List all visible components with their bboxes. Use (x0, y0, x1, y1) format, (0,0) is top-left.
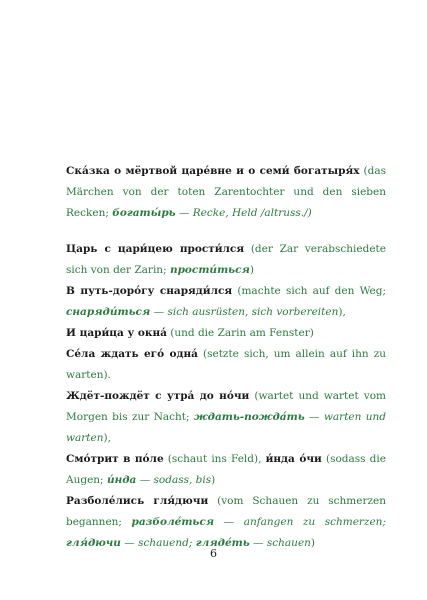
title-note-word: богаты́рь (112, 207, 176, 219)
note-word: ждать-пожда́ть (193, 411, 305, 423)
german-translation: (wartet und wartet vom Morgen bis zur Nacht; (66, 390, 386, 423)
german-translation: (setzte sich, um allein auf ihn zu warten). (66, 348, 386, 381)
note-end: ) (249, 264, 254, 276)
russian-text: И цари́ца у окна́ (66, 327, 167, 339)
note-word-2: гля́дючи (66, 537, 121, 549)
german-translation-2: (sodass die Augen; (66, 453, 386, 486)
german-translation: (vom Schauen zu schmerzen begannen; (66, 495, 386, 528)
note-gloss-3: — schauen (253, 537, 311, 549)
note-end: ), (338, 306, 346, 318)
note-gloss: — sich ausrüsten, sich vorbereiten (153, 306, 339, 318)
russian-text: Разболе́лись гля́дючи (66, 495, 209, 507)
russian-text: Се́ла ждать его́ одна́ (66, 348, 198, 360)
note-end: ) (310, 537, 316, 549)
russian-text: Царь с цари́цею прости́лся (66, 243, 245, 255)
german-translation: (machte sich auf den Weg; (237, 285, 386, 297)
russian-text-2: и́нда о́чи (265, 453, 322, 465)
verse-line-5 (66, 386, 386, 449)
title-russian: Ска́зка о мёртвой царе́вне и о семи́ богатыря́х (66, 165, 360, 177)
note-gloss: — warten und warten (66, 411, 387, 444)
note-gloss: — anfangen zu schmerzen; (223, 516, 386, 528)
german-translation: (und die Zarin am Fenster) (170, 327, 314, 339)
note-gloss: — sodass, bis (139, 474, 212, 486)
verse-block (66, 239, 386, 554)
german-translation: (der Zar verabschiedete sich von der Zarin; (66, 243, 386, 276)
verse-line-6 (66, 449, 386, 491)
page-number: 6 (210, 547, 217, 560)
verse-line-4 (66, 344, 386, 386)
verse-line-7 (66, 491, 386, 554)
title-paragraph (66, 161, 386, 224)
note-word: снаряди́ться (66, 306, 151, 318)
german-translation: (schaut ins Feld), (167, 453, 262, 465)
note-word: разболе́ться (131, 516, 215, 528)
russian-text: В путь-доро́гу снаряди́лся (66, 285, 233, 297)
note-word: прости́ться (169, 264, 250, 276)
note-word: и́нда (106, 474, 137, 486)
note-end: ), (103, 432, 111, 444)
verse-line-1 (66, 239, 386, 281)
russian-text: Смо́трит в по́ле (66, 453, 164, 465)
verse-line-2 (66, 281, 386, 323)
title-note-gloss: — Recke, Held /altruss./) (178, 207, 312, 219)
verse-line-3 (66, 323, 386, 344)
russian-text: Ждёт-пождёт с утра́ до но́чи (66, 390, 250, 402)
note-gloss-2: — schauend; (124, 537, 193, 549)
note-word-3: гляде́ть (195, 537, 250, 549)
note-end: ) (211, 474, 216, 486)
title-german: (das Märchen von der toten Zarentochter und den sieben Recken; (66, 165, 386, 219)
